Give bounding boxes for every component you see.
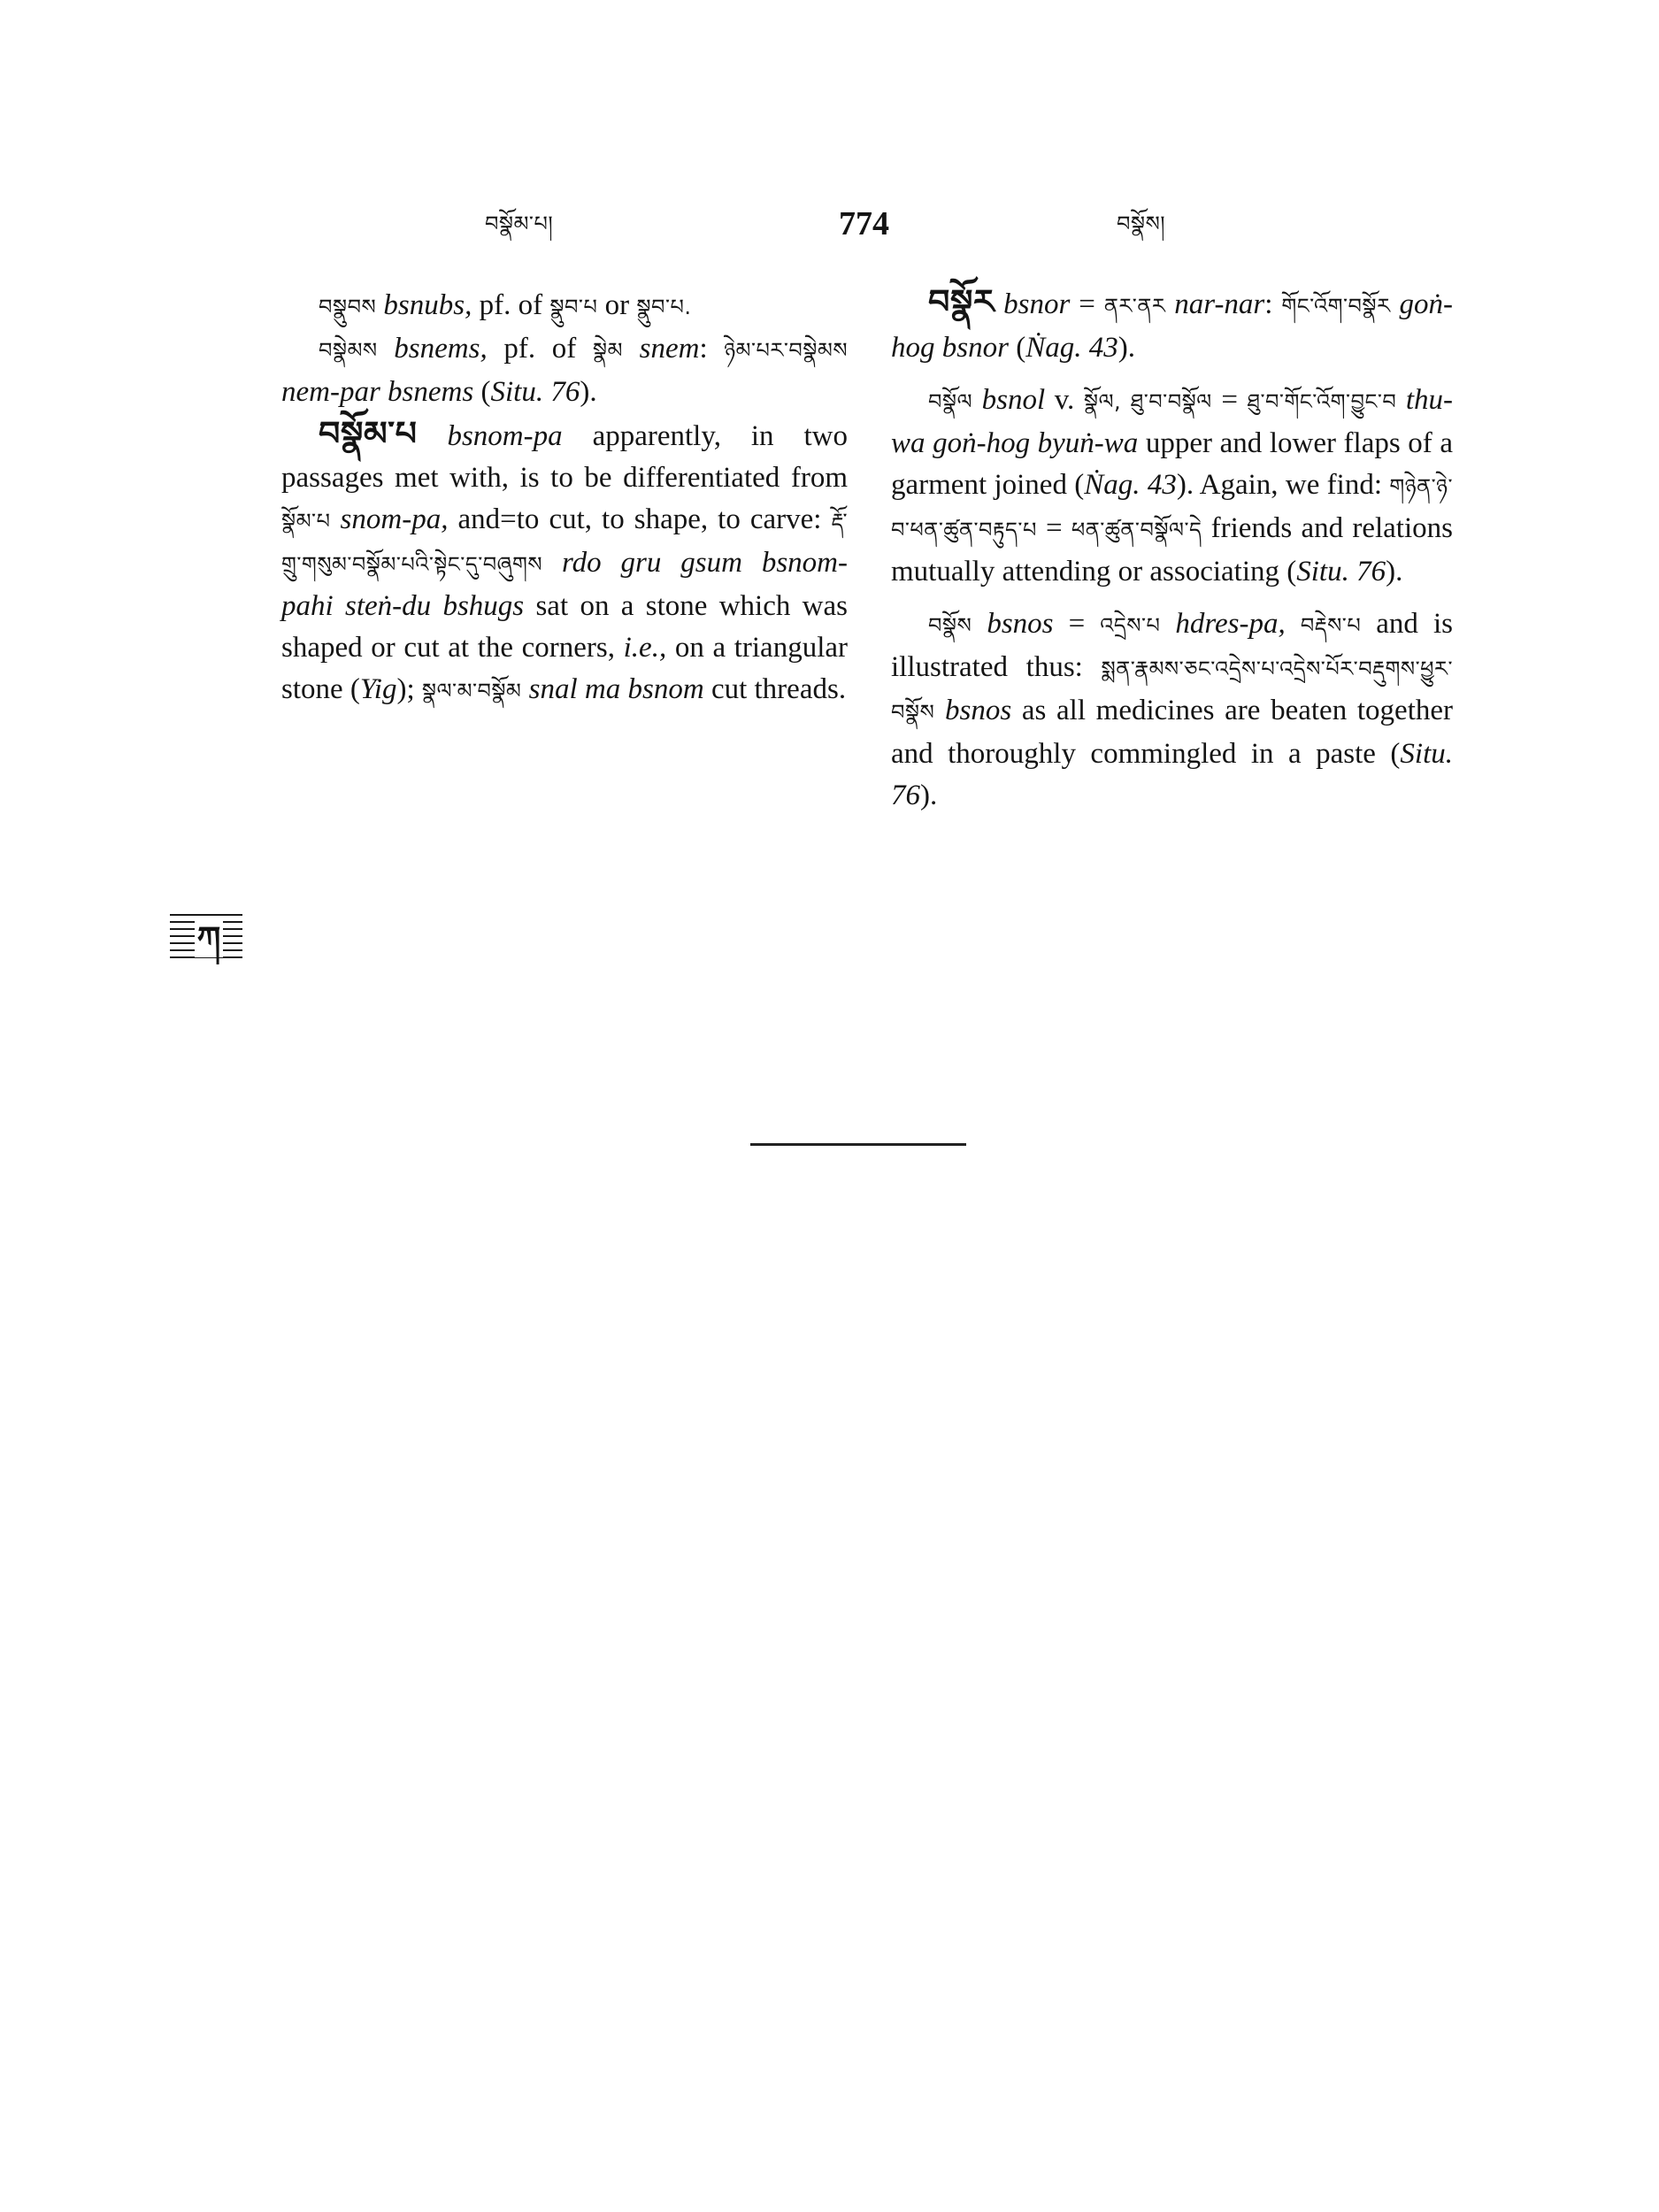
tibetan-text: བརྡེས་པ xyxy=(1300,613,1362,638)
text: = xyxy=(1053,608,1101,640)
transliteration: bsnom-pa xyxy=(447,420,563,452)
text: as all medicines are beaten together and thoroughly commingled in a paste ( xyxy=(891,695,1454,770)
text: sat on a stone which was shaped or cut at the corners, xyxy=(281,590,848,664)
citation: Ṅag. 43 xyxy=(1084,469,1177,501)
tibetan-text: ཐུ་བ་གོང་འོག་བྱུང་བ xyxy=(1247,389,1397,414)
transliteration: bsnems, xyxy=(394,333,488,365)
citation: Yig xyxy=(359,673,397,705)
tibetan-text: འདྲེས་པ xyxy=(1100,613,1161,638)
tibetan-text: ཕན་ཚུན་བསྣོལ་དེ xyxy=(1071,518,1202,542)
citation: Situ. 76 xyxy=(490,376,580,408)
text: cut threads. xyxy=(703,673,847,705)
text: ). xyxy=(580,376,597,408)
entry-bsnubs xyxy=(281,285,848,328)
abbreviation: i.e., xyxy=(623,632,667,664)
transliteration: rdo gru gsum bsnom-pahi steṅ-du bshugs xyxy=(281,547,849,622)
tibetan-text: སྣུབ་པ xyxy=(549,295,598,319)
tibetan-text: སྣོལ, xyxy=(1083,389,1122,414)
page-number: 774 xyxy=(839,205,889,242)
tibetan-text: གོང་འོག་བསྣོར xyxy=(1281,294,1391,319)
headword: བསྣེམས xyxy=(319,338,378,363)
entry-bsnor xyxy=(891,281,1453,369)
transliteration: bsnubs, xyxy=(383,289,472,321)
text: = xyxy=(1070,288,1104,320)
tibetan-text: སྣེམ xyxy=(592,338,623,363)
right-column xyxy=(891,281,1453,827)
text: = xyxy=(1036,512,1071,544)
tibetan-text: ནར་ནར xyxy=(1103,294,1166,319)
text: on a triangular stone ( xyxy=(281,632,848,705)
ornament-glyph: ཀ xyxy=(196,919,221,958)
text: and=to cut, to shape, to carve: xyxy=(448,503,832,535)
text: ); xyxy=(396,673,422,705)
tibetan-text: སྣུབ་པ. xyxy=(636,295,692,319)
tibetan-text: གཉེན་ཉེ་བ་ཕན་ཚུན་བརྟུད་པ xyxy=(891,474,1454,542)
transliteration: snom-pa, xyxy=(340,503,449,535)
transliteration: nem-par bsnems xyxy=(281,376,474,408)
left-column xyxy=(281,285,848,712)
headword: བསྣོལ xyxy=(928,389,973,414)
text: v. xyxy=(1045,384,1084,416)
text xyxy=(1286,608,1301,640)
tibetan-text: ཉེམ་པར་བསྣེམས xyxy=(724,338,849,363)
text: ). Again, we find: xyxy=(1176,469,1390,501)
citation: Ṅag. 43 xyxy=(1025,332,1118,364)
headword: བསྣོར xyxy=(928,282,995,321)
transliteration: bsnol xyxy=(981,384,1046,416)
text: ). xyxy=(1386,556,1403,588)
headword: བསྣོས xyxy=(928,613,972,638)
entry-bsnos xyxy=(891,603,1453,817)
entry-bsnol xyxy=(891,380,1453,593)
running-head-left: བསྣོམ་པ། xyxy=(485,211,554,236)
headword: བསྣུབས xyxy=(319,295,377,319)
tibetan-text: སྨན་རྣམས་ཅང་འདྲེས་པ་འདྲེས་པོར་བརྡུགས་ཕྱུར་བསྣོས xyxy=(891,657,1453,725)
text: pf. of xyxy=(472,289,550,321)
transliteration: snem xyxy=(639,333,700,365)
entry-bsnom-pa xyxy=(281,413,848,712)
transliteration: bsnos xyxy=(987,608,1054,640)
citation: Situ. 76 xyxy=(1296,556,1386,588)
tibetan-text: རྡོ་གྲུ་གསུམ་བསྣོམ་པའི་སྟེང་དུ་བཞུགས xyxy=(281,509,848,577)
tibetan-ornament-icon xyxy=(168,910,244,964)
tibetan-text: སྣོམ་པ xyxy=(281,509,331,534)
headword: བསྣོམ་པ xyxy=(319,414,418,453)
transliteration: goṅ-hog bsnor xyxy=(891,288,1454,364)
text: ). xyxy=(1118,332,1135,364)
text: ). xyxy=(920,780,938,811)
text: : xyxy=(699,333,725,365)
text: and is illustrated thus: xyxy=(891,608,1453,683)
transliteration: bsnor xyxy=(1003,288,1071,320)
text: ( xyxy=(473,376,491,408)
transliteration: snal ma bsnom xyxy=(528,673,704,705)
tibetan-text: སྣལ་མ་བསྣོམ xyxy=(421,679,522,703)
citation: Situ. 76 xyxy=(891,738,1453,811)
text: : xyxy=(1264,288,1282,320)
text: or xyxy=(597,289,637,321)
text: friends and relations mutually attending or associating ( xyxy=(891,512,1453,588)
text: ( xyxy=(1008,332,1026,364)
text: apparently, in two passages met with, is to be differentiated from xyxy=(281,420,848,494)
section-divider-rule xyxy=(750,1143,966,1146)
tibetan-text: ཐུ་བ་བསྣོལ xyxy=(1130,389,1212,414)
transliteration: bsnos xyxy=(944,695,1012,726)
text: = xyxy=(1211,384,1248,416)
transliteration: thu-wa goṅ-hog byuṅ-wa xyxy=(891,384,1454,459)
text: pf. of xyxy=(487,333,593,365)
transliteration: nar-nar xyxy=(1174,288,1265,320)
running-head-right: བསྣོས། xyxy=(1117,211,1166,236)
transliteration: hdres-pa, xyxy=(1175,608,1286,640)
text: upper and lower flaps of a garment joined ( xyxy=(891,427,1453,501)
entry-bsnems xyxy=(281,328,848,413)
